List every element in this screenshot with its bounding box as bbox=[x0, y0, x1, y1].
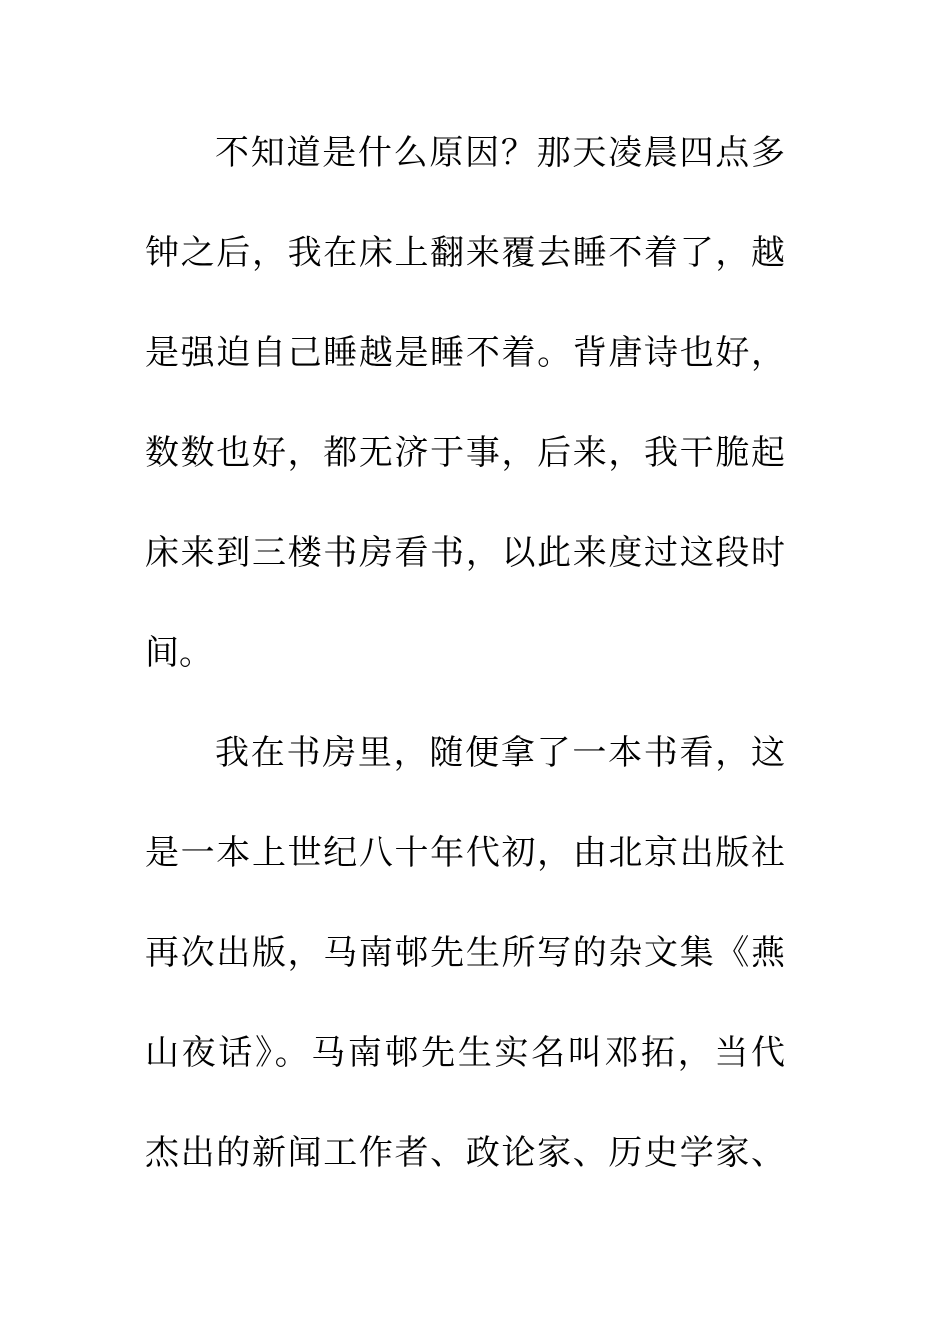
text-line: 是强迫自己睡越是睡不着。背唐诗也好， bbox=[145, 333, 785, 373]
paragraph-2 bbox=[145, 723, 785, 1223]
text-line: 山夜话》。马南邨先生实名叫邓拓，当代 bbox=[145, 1033, 785, 1073]
text-line: 床来到三楼书房看书，以此来度过这段时 bbox=[145, 533, 785, 573]
text-line: 是一本上世纪八十年代初，由北京出版社 bbox=[145, 833, 785, 873]
text-line: 再次出版，马南邨先生所写的杂文集《燕 bbox=[145, 933, 785, 973]
text-line: 数数也好，都无济于事，后来，我干脆起 bbox=[145, 433, 785, 473]
body-text bbox=[145, 123, 785, 1223]
text-line: 不知道是什么原因？那天凌晨四点多 bbox=[215, 133, 785, 173]
text-line: 我在书房里，随便拿了一本书看，这 bbox=[215, 733, 785, 773]
paragraph-1 bbox=[145, 123, 785, 723]
text-line: 钟之后，我在床上翻来覆去睡不着了，越 bbox=[145, 233, 785, 273]
text-line: 杰出的新闻工作者、政论家、历史学家、 bbox=[145, 1133, 785, 1173]
text-line: 间。 bbox=[145, 633, 213, 673]
